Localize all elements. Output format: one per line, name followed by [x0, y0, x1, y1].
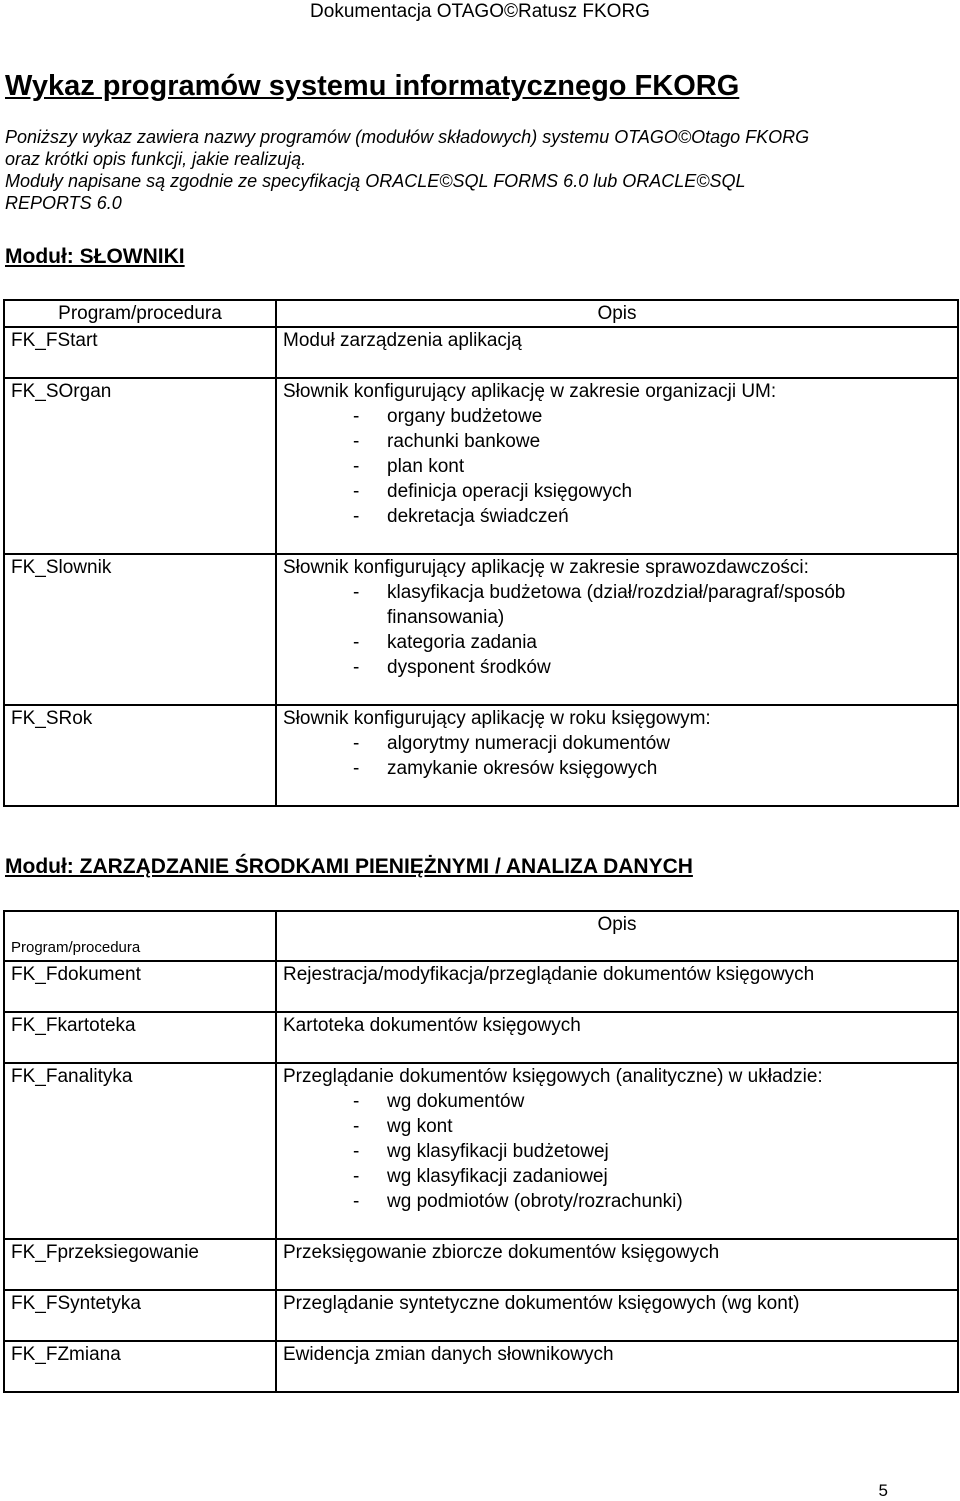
page-header: Dokumentacja OTAGO©Ratusz FKORG [310, 1, 650, 22]
intro-line: Moduły napisane są zgodnie ze specyfikacją ORACLE©SQL FORMS 6.0 lub ORACLE©SQL [5, 171, 746, 191]
col-program-header: Program/procedura [4, 911, 276, 961]
table-row [4, 961, 958, 1012]
description-cell [276, 1341, 958, 1392]
table-row [4, 378, 958, 554]
description-text: Przeglądanie dokumentów księgowych (analityczne) w układzie: [283, 1066, 823, 1087]
program-cell: FK_SOrgan [4, 378, 276, 554]
table-header-row [4, 911, 958, 961]
description-text: Słownik konfigurujący aplikację w roku księgowym: [283, 708, 711, 729]
program-cell: FK_SRok [4, 705, 276, 806]
col-desc-header: Opis [276, 911, 958, 961]
description-cell [276, 378, 958, 554]
description-text: Przeglądanie syntetyczne dokumentów księgowych (wg kont) [283, 1293, 800, 1314]
description-cell [276, 1239, 958, 1290]
list-item: - plan kont [283, 454, 951, 479]
program-cell: FK_FZmiana [4, 1341, 276, 1392]
module1-table [3, 299, 959, 807]
intro-paragraph [5, 126, 945, 214]
col-desc-header: Opis [276, 300, 958, 327]
table-row [4, 554, 958, 705]
table-row [4, 1341, 958, 1392]
list-item: - rachunki bankowe [283, 429, 951, 454]
page-number: 5 [878, 1481, 888, 1500]
intro-line: oraz krótki opis funkcji, jakie realizują. [5, 149, 307, 169]
list-item: - algorytmy numeracji dokumentów [283, 731, 951, 756]
program-cell: FK_FSyntetyka [4, 1290, 276, 1341]
program-cell: FK_Fdokument [4, 961, 276, 1012]
table-header-row [4, 300, 958, 327]
list-item: - dekretacja świadczeń [283, 504, 951, 529]
program-cell: FK_FStart [4, 327, 276, 378]
description-cell [276, 554, 958, 705]
list-item: - wg podmiotów (obroty/rozrachunki) [283, 1189, 951, 1214]
description-text: Ewidencja zmian danych słownikowych [283, 1344, 614, 1365]
description-cell [276, 1063, 958, 1239]
description-text: Słownik konfigurujący aplikację w zakresie organizacji UM: [283, 381, 777, 402]
program-cell: FK_Fkartoteka [4, 1012, 276, 1063]
list-item: - organy budżetowe [283, 404, 951, 429]
description-text: Przeksięgowanie zbiorcze dokumentów księgowych [283, 1242, 720, 1263]
table-row [4, 1012, 958, 1063]
list-item: - zamykanie okresów księgowych [283, 756, 951, 781]
table-row [4, 1290, 958, 1341]
list-item: - definicja operacji księgowych [283, 479, 951, 504]
table-row [4, 327, 958, 378]
list-item: - klasyfikacja budżetowa (dział/rozdział/paragraf/sposób finansowania) [283, 580, 951, 630]
page-title: Wykaz programów systemu informatycznego FKORG [5, 70, 740, 102]
list-item: - kategoria zadania [283, 630, 951, 655]
list-item: - wg kont [283, 1114, 951, 1139]
list-item: - wg dokumentów [283, 1089, 951, 1114]
description-cell [276, 705, 958, 806]
module1-title: Moduł: SŁOWNIKI [5, 245, 185, 268]
description-cell [276, 1012, 958, 1063]
col-program-header: Program/procedura [4, 300, 276, 327]
description-cell [276, 961, 958, 1012]
description-text: Moduł zarządzenia aplikacją [283, 330, 522, 351]
list-item: - dysponent środków [283, 655, 951, 680]
table-row [4, 1063, 958, 1239]
description-text: Słownik konfigurujący aplikację w zakresie sprawozdawczości: [283, 557, 809, 578]
description-text: Rejestracja/modyfikacja/przeglądanie dokumentów księgowych [283, 964, 815, 985]
intro-line: Poniższy wykaz zawiera nazwy programów (modułów składowych) systemu OTAGO©Otago FKORG [5, 127, 810, 147]
description-cell [276, 1290, 958, 1341]
description-text: Kartoteka dokumentów księgowych [283, 1015, 581, 1036]
list-item: - wg klasyfikacji budżetowej [283, 1139, 951, 1164]
list-item: - wg klasyfikacji zadaniowej [283, 1164, 951, 1189]
program-cell: FK_Fprzeksiegowanie [4, 1239, 276, 1290]
program-cell: FK_Fanalityka [4, 1063, 276, 1239]
description-cell [276, 327, 958, 378]
program-cell: FK_Slownik [4, 554, 276, 705]
table-row [4, 705, 958, 806]
module2-table [3, 910, 959, 1393]
module2-title: Moduł: ZARZĄDZANIE ŚRODKAMI PIENIĘŻNYMI / ANALIZA DANYCH [5, 855, 693, 878]
table-row [4, 1239, 958, 1290]
intro-line: REPORTS 6.0 [5, 193, 122, 213]
